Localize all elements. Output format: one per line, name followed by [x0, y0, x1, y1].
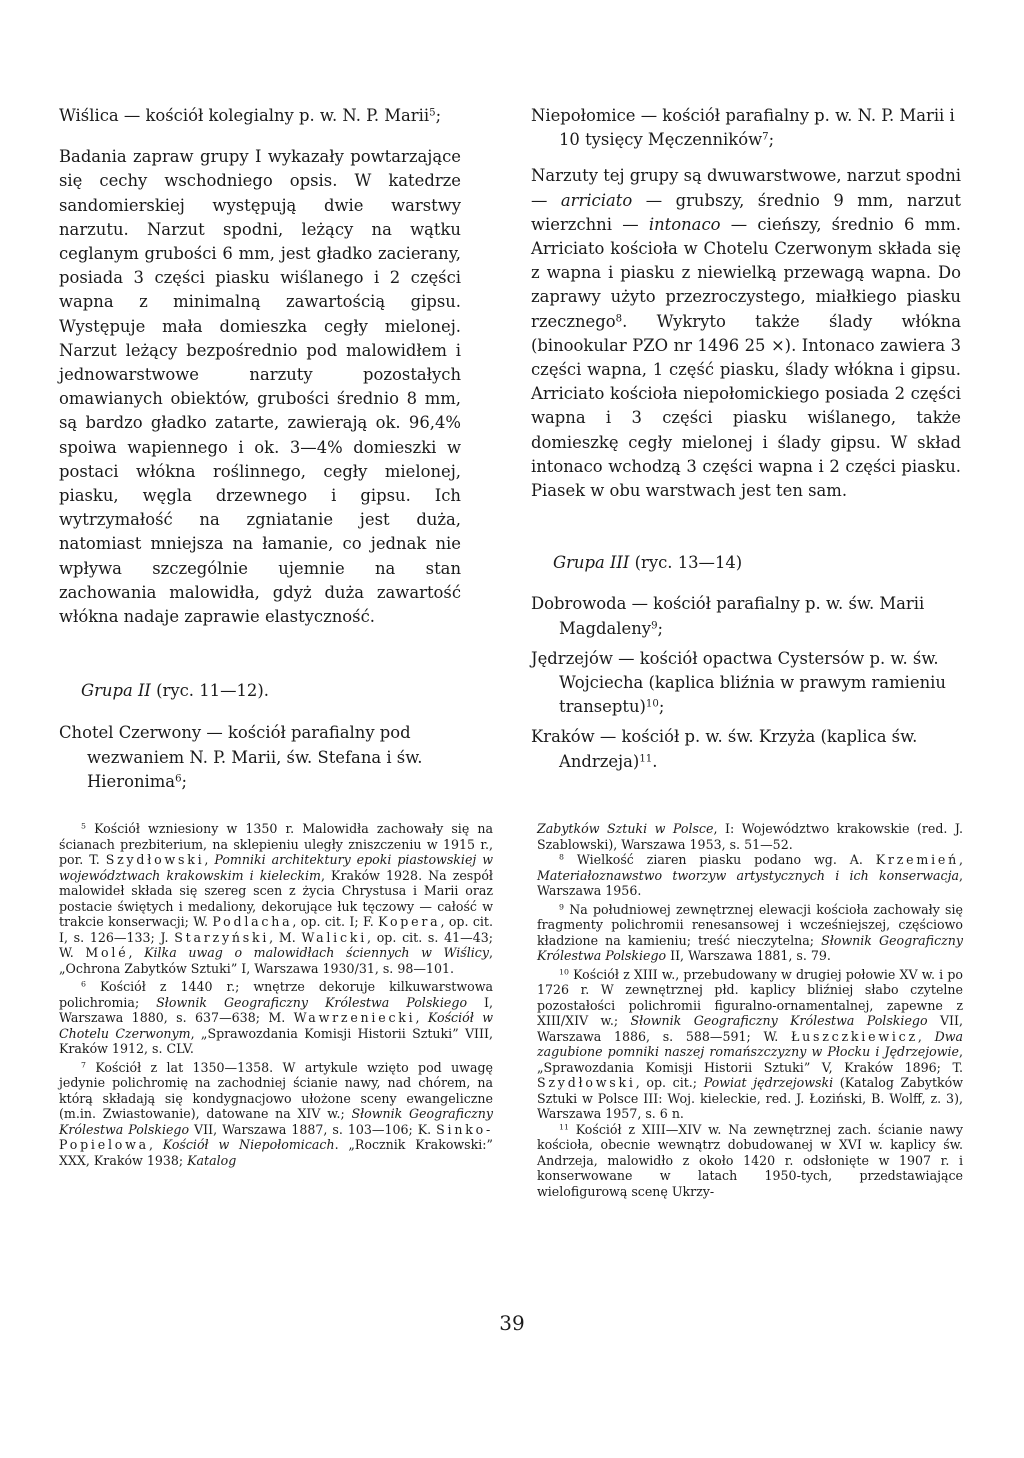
footnotes-left: [59, 821, 493, 1168]
title-italic: Słownik Geograficzny Królestwa Polskiego: [156, 994, 468, 1010]
entry-text: Jędrzejów — kościół opactwa Cystersów p. w. św. Wojciecha (kaplica bliźnia w prawym ramieniu transeptu): [531, 648, 946, 717]
title-italic: Dwa zagubione pomniki naszej romańszczyzny w Płocku i Jędrzejowie: [537, 1028, 963, 1059]
text-run: , op. cit. I, s. 126—133; J.: [59, 914, 493, 945]
footnote-number: 5: [81, 821, 86, 831]
footnote-number: 11: [559, 1122, 569, 1132]
footnote-ref: 5: [429, 107, 436, 119]
footnote-8: [537, 852, 963, 899]
footnote-11: [537, 1122, 963, 1200]
text-run: , „Sprawozdania Komisji Historii Sztuki” VIII, Kraków 1912, s. CLV.: [59, 1025, 493, 1056]
entry-punct: .: [652, 751, 658, 771]
heading-group-3: [531, 551, 961, 575]
author-name: Szydłowski: [105, 852, 205, 867]
title-italic: Słownik Geograficzny Królestwa Polskiego: [59, 1106, 493, 1137]
text-run: — cieńszy, średnio 6 mm. Arriciato kościoła w Chotelu Czerwonym składa się z wapna i piasku z niewielką przewagą wapna. Do zaprawy użyto przezroczystego, miałkiego piasku rzecznego: [531, 214, 961, 331]
footnote-9: [537, 902, 963, 964]
text-run: , „Sprawozdania Komisji Historii Sztuki” V, Kraków 1896; T.: [537, 1044, 963, 1075]
text-run: , op. cit.;: [635, 1075, 704, 1090]
footnote-number: 7: [81, 1060, 86, 1070]
text-run: , Warszawa 1956.: [537, 867, 963, 898]
author-name: Walicki: [301, 929, 368, 945]
entry-text: Niepołomice — kościół parafialny p. w. N. P. Marii i 10 tysięcy Męczenników: [531, 106, 955, 150]
text-run: , Kraków 1928. Na zespół malowideł składa się szereg scen z życia Chrystusa i Marii oraz postacie świętych i medaliony, dekorujące łuk tęczowy — całość w trakcie konserwacji; W.: [59, 867, 493, 929]
text-run: , op. cit. I; F.: [292, 914, 379, 929]
entry-text: Wiślica — kościół kolegialny p. w. N. P. Marii: [59, 106, 430, 125]
entry-text: Chotel Czerwony — kościół parafialny pod wezwaniem N. P. Marii, św. Stefana i św. Hieronima: [59, 723, 423, 791]
text-run: Kościół z XIII—XIV w. Na zewnętrznej zach. ścianie nawy kościoła, obecnie wewnątrz dobudowanej w XVI w. kaplicy św. Andrzeja, malowidło z około 1420 r. odsłonięte w 1907 r. i konserwowane w latach 1950-tych, przedstawiające wielofigurową scenę Ukrzy-: [537, 1121, 963, 1199]
heading-italic: Grupa III: [553, 553, 630, 573]
footnote-10: [537, 967, 963, 1122]
title-italic: Słownik Geograficzny Królestwa Polskiego: [630, 1013, 928, 1028]
text-run: II, Warszawa 1881, s. 79.: [666, 948, 831, 963]
author-name: Sinko-Popielowa: [59, 1121, 493, 1152]
footnote-6: [59, 979, 493, 1057]
text-run: ,: [958, 852, 963, 867]
page-number: 39: [499, 1311, 525, 1335]
paragraph-group-2: [531, 164, 961, 503]
author-name: Podlacha: [212, 914, 293, 929]
entry-punct: ;: [658, 697, 665, 717]
heading-rest: (ryc. 13—14): [634, 553, 743, 573]
title-italic: Katalog: [187, 1152, 237, 1168]
text-run: (Katalog Zabytków Sztuki w Polsce III: Woj. kieleckie, red. J. Łoziński, B. Wolff, z. 3), Warszawa 1957, s. 6 n.: [537, 1075, 963, 1121]
left-column: [59, 104, 461, 794]
footnotes-right: [537, 821, 963, 1199]
entry-text: Kraków — kościół p. w. św. Krzyża (kaplica św. Andrzeja): [531, 727, 918, 771]
heading-group-2: [59, 679, 461, 703]
text-run: . „Rocznik Krakowski:” XXX, Kraków 1938;: [59, 1137, 493, 1168]
entry-dobrowoda: [531, 592, 961, 640]
author-name: Krzemień: [875, 852, 959, 867]
author-name: Szydłowski: [537, 1075, 636, 1090]
italic-term: arriciato: [560, 190, 633, 210]
footnote-7-continued: [537, 821, 963, 852]
text-run: ,: [917, 1028, 935, 1044]
footnote-ref: 6: [175, 773, 182, 785]
footnote-number: 6: [81, 979, 86, 989]
entry-krakow: [531, 725, 961, 773]
text-run: Wielkość ziaren piasku podano wg. A.: [563, 852, 876, 867]
footnote-number: 8: [559, 852, 564, 862]
entry-punct: ;: [181, 771, 188, 791]
author-name: Wawrzeniecki: [293, 1010, 416, 1025]
text-run: Kościół wzniesiony w 1350 r. Malowidła zachowały się na ścianach prezbiterium, na sklepieniu uległy zniszczeniu w 1915 r., por. T.: [59, 821, 493, 867]
entry-punct: ;: [435, 106, 442, 125]
entry-chotel: [59, 721, 461, 794]
footnote-number: 9: [559, 902, 564, 912]
heading-italic: Grupa II: [81, 681, 151, 701]
footnote-7: [59, 1060, 493, 1169]
entry-punct: ;: [657, 618, 664, 638]
text-run: VII, Warszawa 1887, s. 103—106; K.: [189, 1121, 437, 1137]
title-italic: Kościół w Niepołomicach: [162, 1137, 335, 1152]
text-run: , „Ochrona Zabytków Sztuki” I, Warszawa 1930/31, s. 98—101.: [59, 945, 493, 976]
paragraph-group-1: Badania zapraw grupy I wykazały powtarzające się cechy wschodniego opsis. W katedrze sandomierskiej występują dwie warstwy narzutu. Narzut spodni, leżący na wątku ceglanym grubości 6 mm, jest gładko zacierany, posiada 3 części piasku wiślanego i 2 części wapna z minimalną zawartością gipsu. Występuje mała domieszka cegły mielonej. Narzut leżący bezpośrednio pod malowidłem i jednowarstwowe narzuty pozostałych omawianych obiektów, grubości średnio 8 mm, są bardzo gładko zatarte, zawierają ok. 96,4% spoiwa wapiennego i ok. 3—4% domieszki w postaci włókna roślinnego, cegły mielonej, piasku, węgla drzewnego i gipsu. Ich wytrzymałość na zgniatanie jest duża, natomiast mniejsza na łamanie, co jednak nie wpływa szczególnie ujemnie na stan zachowania malowidła, gdyż duża zawartość włókna nadaje zaprawie elastyczność.: [59, 147, 461, 627]
footnote-ref: 11: [639, 753, 653, 765]
footnote-ref: 10: [645, 698, 659, 710]
text-run: I, Warszawa 1880, s. 637—638; M.: [59, 994, 493, 1025]
heading-rest: (ryc. 11—12).: [156, 681, 269, 701]
entry-niepolomice: [531, 104, 961, 152]
text-run: ,: [128, 945, 145, 960]
title-italic: Pomniki architektury epoki piastowskiej w województwach krakowskim i kieleckim: [59, 852, 494, 883]
text-run: VII, Warszawa 1886, s. 588—591; W.: [537, 1013, 963, 1044]
text-run: Narzuty tej grupy są dwuwarstwowe, narzut spodni —: [531, 166, 961, 210]
footnote-ref: 8: [615, 313, 623, 325]
right-column: [531, 104, 961, 774]
text-run: Kościół z lat 1350—1358. W artykule wzięto pod uwagę jedynie polichromię na zachodniej ścianie nawy, nad chórem, na którą składają się kondygnacjowo ułożone sceny ewangeliczne (m.in. Zwiastowanie), datowane na XIV w.;: [59, 1059, 493, 1121]
text-run: ,: [415, 1010, 428, 1025]
text-run: ,: [148, 1137, 163, 1152]
italic-term: intonaco: [648, 214, 721, 234]
entry-jedrzejow: [531, 647, 961, 720]
text-run: Kościół z XIII w., przebudowany w drugiej połowie XV w. i po 1726 r. W zewnętrznej płd. kaplicy bliźniej słabo czytelne pozostałości polichromii figuralno-ornamentalnej, zapewne z XIII/XIV w.;: [537, 966, 963, 1028]
text-run: Kościół z 1440 r.; wnętrze dekoruje kilkuwarstwowa polichromia;: [59, 979, 493, 1010]
text-run: . Wykryto także ślady włókna (binookular PZO nr 1496 25 ×). Intonaco zawiera 3 części wapna, 1 część piasku, ślady włókna i gipsu. Arriciato kościoła niepołomickiego posiada 2 części wapna i 3 części piasku wiślanego, także domieszkę cegły mielonej i ślady gipsu. W skład intonaco wchodzą 3 części wapna i 2 części piasku. Piasek w obu warstwach jest ten sam.: [531, 311, 961, 501]
text-run: ,: [204, 852, 215, 867]
entry-text: Dobrowoda — kościół parafialny p. w. św. Marii Magdaleny: [531, 594, 925, 638]
title-italic: Słownik Geograficzny Królestwa Polskiego: [537, 932, 963, 963]
title-italic: Powiat jędrzejowski: [703, 1075, 834, 1090]
text-run: Na południowej zewnętrznej elewacji kościoła zachowały się fragmenty polichromii renesansowej i wcześniejszej, częściowo kładzione na kamieniu; treść nieczytelna;: [537, 901, 963, 948]
title-italic: Kilka uwag o malowidłach ściennych w Wiślicy: [144, 945, 489, 960]
author-name: Kopera: [378, 914, 441, 929]
footnote-ref: 9: [651, 620, 658, 632]
footnote-5: [59, 821, 493, 976]
author-name: Starzyński: [174, 929, 270, 945]
entry-wislica: [59, 104, 461, 128]
title-italic: Zabytków Sztuki w Polsce: [537, 821, 714, 836]
text-run: , I: Województwo krakowskie (red. J. Szablowski), Warszawa 1953, s. 51—52.: [537, 821, 964, 852]
text-run: , op. cit. s. 41—43; W.: [59, 929, 493, 960]
text-run: — grubszy, średnio 9 mm, narzut wierzchni —: [531, 190, 961, 234]
text-run: , M.: [269, 929, 302, 945]
title-italic: Materiałoznawstwo tworzyw artystycznych i ich konserwacja: [537, 867, 959, 883]
footnote-ref: 7: [762, 131, 769, 143]
title-italic: Kościół w Chotelu Czerwonym: [59, 1010, 493, 1041]
footnote-number: 10: [559, 967, 569, 977]
author-name: Molé: [85, 945, 129, 960]
author-name: Łuszczkiewicz: [790, 1028, 918, 1044]
entry-punct: ;: [768, 130, 775, 150]
